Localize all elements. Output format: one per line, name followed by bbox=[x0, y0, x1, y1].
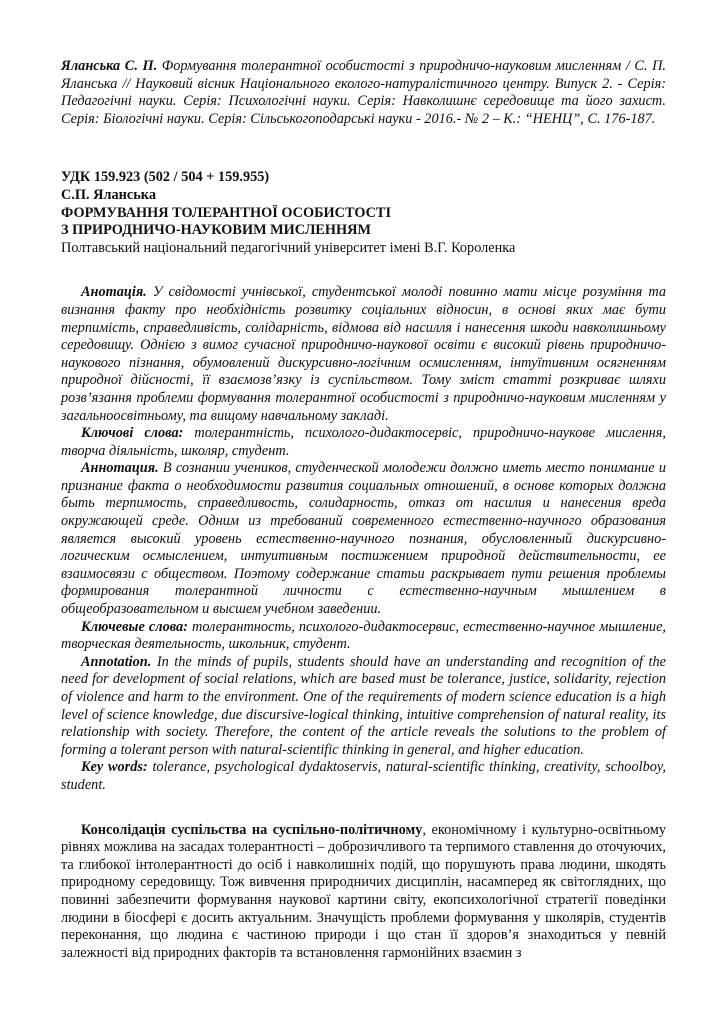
keywords-english-label: Key words: bbox=[81, 759, 148, 776]
keywords-ukrainian-text: толерантність, психолого-дидактосервіс, природничо-наукове мислення, творча діяльність, школяр, студент. bbox=[61, 425, 666, 459]
abstract-russian-text: В сознании учеников, студенческой молодежи должно иметь место понимание и признание факта о необходимости развития социальных отношений, в основе которых должна быть терпимость, справедливость, солидарность, отказ от насилия и нанесения вреда окружающей среде. Одним из требований современного естественно-научного образования является высокий уровень естественно-научного познания, обусловленный дискурсивно-логическим осмыслением, интуитивным постижением природной действительности, ее взаимосвязи с обществом. Поэтому содержание статьи раскрывает пути решения проблемы формирования толерантной личности с естественно-научным мышлением в общеобразовательном и высшем учебном заведении. bbox=[61, 460, 666, 618]
abstract-ukrainian-label: Анотація. bbox=[81, 284, 147, 301]
document-page bbox=[61, 58, 666, 962]
article-title-line-1: ФОРМУВАННЯ ТОЛЕРАНТНОЇ ОСОБИСТОСТІ bbox=[61, 204, 392, 221]
section-spacer bbox=[61, 795, 666, 822]
abstract-russian bbox=[61, 460, 666, 618]
keywords-russian-text: толерантность, психолого-дидактосервис, естественно-научное мышление, творческая деятельность, школьник, студент. bbox=[61, 618, 666, 653]
udc-code: УДК 159.923 (502 / 504 + 159.955) bbox=[61, 169, 270, 186]
body-text: , економічному і культурно-освітньому рівнях можлива на засадах толерантності – доброзичливого та терпимого ставлення до оточуючих, та глибокої інтолерантності до осіб і навколишніх подій, що порушують права людини, шкодять природному середовищу. Тож вивчення природничих дисциплін, насамперед як світоглядних, що повинні забезпечити формування наукової картини світу, екопсихологічної стратегії поведінки людини в біосфері є досить актуальним. Значущість проблеми формування у школярів, студентів переконання, що людина є частиною природи і що стан її здоров’я знаходиться у певній залежності від природних факторів та встановлення гармонійних взаємин з bbox=[61, 821, 666, 961]
citation-author: Яланська С. П. bbox=[61, 58, 158, 74]
body-lead-phrase: Консолідація суспільства на суспільно-політичному bbox=[81, 821, 423, 838]
abstract-ukrainian bbox=[61, 284, 666, 425]
keywords-english-text: tolerance, psychological dydaktoservis, natural-scientific thinking, creativity, schoolboy, student. bbox=[61, 759, 666, 793]
abstract-english bbox=[61, 654, 666, 760]
body-paragraph bbox=[61, 822, 666, 963]
keywords-english bbox=[61, 759, 666, 794]
citation-text: Формування толерантної особистості з природничо-науковим мисленням / С. П. Яланська // Науковий вісник Національного еколого-натуралістичного центру. Випуск 2. - Серія: Педагогічні науки. Серія: Психологічні науки. Серія: Навколишнє середовище та його захист. Серія: Біологічні науки. Серія: Сільськогоподарські науки - 2016.- № 2 – К.: “НЕНЦ”, С. 176-187. bbox=[61, 58, 666, 127]
article-title-line-2: З ПРИРОДНИЧО-НАУКОВИМ МИСЛЕННЯМ bbox=[61, 222, 371, 239]
keywords-russian bbox=[61, 619, 666, 654]
keywords-russian-label: Ключевые слова: bbox=[81, 618, 188, 635]
affiliation: Полтавський національний педагогічний університет імені В.Г. Короленка bbox=[61, 239, 516, 256]
abstract-russian-label: Аннотация. bbox=[81, 460, 159, 477]
keywords-ukrainian bbox=[61, 425, 666, 460]
abstract-english-text: In the minds of pupils, students should have an understanding and recognition of the need for development of social relations, which are based must be tolerance, justice, solidarity, rejection of violence and harm to the environment. One of the requirements of modern science education is a high level of science knowledge, due discursive-logical thinking, intuitive comprehension of natural reality, its relationship with society. Therefore, the content of the article reveals the solutions to the problem of forming a tolerant person with natural-scientific thinking in general, and higher education. bbox=[61, 653, 666, 758]
article-header bbox=[61, 169, 666, 257]
keywords-ukrainian-label: Ключові слова: bbox=[81, 425, 184, 442]
abstract-english-label: Annotation. bbox=[81, 653, 152, 670]
citation bbox=[61, 58, 666, 128]
article-author: С.П. Яланська bbox=[61, 186, 156, 203]
abstract-ukrainian-text: У свідомості учнівської, студентської молоді повинно мати місце розуміння та визнання факту про необхідність розвитку соціальних відносин, в основі яких має бути терпимість, справедливість, солідарність, відмова від насилля і нанесення шкоди навколишньому середовищу. Однією з вимог сучасної природничо-наукової освіти є високий рівень природничо-наукового пізнання, обумовлений дискурсивно-логічним осмисленням, інтуїтивним осягненням природної дійсності, її взаємозв’язку із суспільством. Тому зміст статті розкриває шляхи розв’язання проблеми формування толерантної особистості з природничо-науковим мисленням у загальноосвітньому, та вищому навчальному закладі. bbox=[61, 284, 666, 424]
